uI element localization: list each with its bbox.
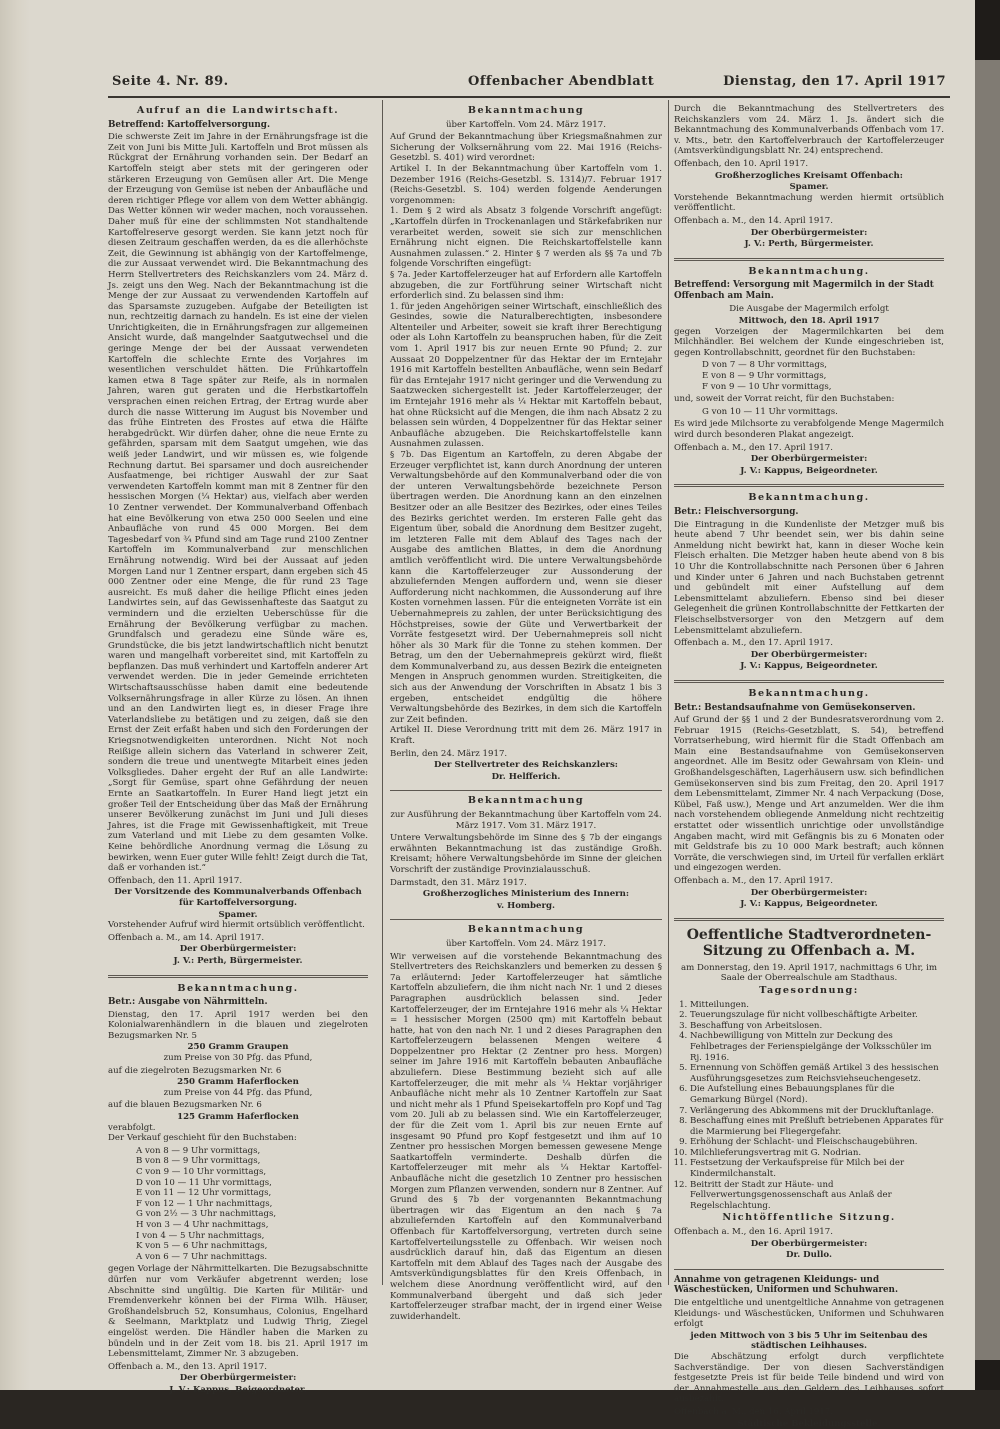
goods-amount: 250 Gramm Graupen bbox=[187, 1042, 289, 1053]
notice-signature: Dr. Helfferich. bbox=[491, 771, 561, 782]
notice-subtitle: zur Ausführung der Bekanntmachung über Kartoffeln vom 24. März 1917. Vom 31. März 1917. bbox=[390, 810, 662, 831]
notice-date: Offenbach a. M., am 14. April 1917. bbox=[108, 932, 265, 943]
notice-subject: Betr.: Ausgabe von Nährmitteln. bbox=[108, 997, 268, 1008]
section-divider bbox=[390, 919, 662, 920]
schedule-row: E von 8 — 9 Uhr vormittags, bbox=[702, 371, 827, 382]
notice-text: Der Verkauf geschieht für den Buchstaben: bbox=[108, 1133, 297, 1144]
notice-text: Auf Grund der §§ 1 und 2 der Bundesratsverordnung vom 2. Februar 1915 (Reichs-Gesetzblatt, S. 54), betreffend Vorratserhebung, wird hiermit für die Stadt Offenbach am Main eine Bestandsaufnahme von Gemüsekonserven angeordnet. Alle im Besitz oder Gewahrsam von Klein- und Großhandelsgeschäften, Lagerhäusern usw. sich befindlichen Gemüsekonserven sind bis zum Freitag, den 20. April 1917 dem Lebensmittelamt, Zimmer Nr. 4 nach Verpackung (Dose, Kübel, Faß usw.), Menge und Art anzumelden. Wer die ihm nach vorstehendem obliegende Anmeldung nicht rechtzeitig erstattet oder wissentlich unrichtige oder unvollständige Angaben macht, wird mit Gefängnis bis zu 6 Monaten oder mit Geldstrafe bis zu 10 000 Mark bestraft; auch können Vorräte, die verschwiegen sind, im Urteil für verfallen erklärt und eingezogen werden. bbox=[674, 715, 944, 874]
notice-date: Offenbach a. M., den 17. April 1917. bbox=[674, 638, 833, 649]
schedule-row: I von 4 — 5 Uhr nachmittags, bbox=[136, 1230, 265, 1241]
notice-text: Dienstag, den 17. April 1917 werden bei den Kolonialwarenhändlern in die blauen und ziegelroten Bezugsmarken Nr. 5 bbox=[108, 1009, 368, 1041]
notice-title: Aufruf an die Landwirtschaft. bbox=[136, 105, 340, 116]
page-binding bbox=[0, 0, 30, 1390]
notice-text: und, soweit der Vorrat reicht, für den Buchstaben: bbox=[674, 394, 895, 405]
agenda-item: 12. Beitritt der Stadt zur Häute- und Fellverwertungsgenossenschaft aus Anlaß der Regelschlachtung. bbox=[690, 1180, 944, 1212]
notice-title: Bekanntmachung. bbox=[748, 265, 870, 277]
agenda-list bbox=[674, 1000, 944, 1212]
notice-text: gegen Vorlage der Nährmittelkarten. Die Bezugsabschnitte dürfen nur vom Verkäufer abgetrennt werden; lose Abschnitte sind ungültig. Die Karten für Militär- und Fremdenverkehr können bei der Firma Wilh. Häuser, Großhandelsbruch 52, Konsumhaus, Colonius, Engelhard & Seelmann, Marktplatz und Ludwig Thrig, Ziegel eingelöst werden. Die Händler haben die Marken zu bündeln und in der Zeit vom 18. bis 21. April 1917 im Lebensmittelamt, Zimmer Nr. 3 abzugeben. bbox=[108, 1264, 368, 1360]
notice-text: Die Abschätzung erfolgt durch verpflichtete Sachverständige. Der von diesen Sachverständigen festgesetzte Preis ist für beide Teile bindend und wird von der Annahmestelle aus den Geldern des Leihhauses sofort ausbezahlt. bbox=[674, 1351, 944, 1405]
notice-text: auf die ziegelroten Bezugsmarken Nr. 6 bbox=[108, 1065, 282, 1076]
notice-date: Offenbach a. M., den 17. April 1917. bbox=[674, 442, 833, 453]
adjacent-page bbox=[975, 60, 1000, 1360]
notice-signatory: Der Oberbürgermeister: bbox=[179, 1373, 297, 1384]
notice-text: Untere Verwaltungsbehörde im Sinne des § 7b der eingangs erwähnten Bekanntmachung ist das zuständige Großh. Kreisamt; höhere Verwaltungsbehörde im Sinne der gleichen Vorschrift der zuständige Provinzialausschuß. bbox=[390, 833, 662, 875]
section-divider bbox=[674, 1269, 944, 1270]
magermilch-notice bbox=[674, 267, 944, 477]
agenda-item: 2. Teuerungszulage für nicht vollbeschäftigte Arbeiter. bbox=[690, 1010, 944, 1021]
notice-title: Bekanntmachung bbox=[467, 105, 585, 116]
page-number: Seite 4. Nr. 89. bbox=[112, 74, 229, 89]
column-2 bbox=[390, 104, 662, 1322]
schedule-row: B von 8 — 9 Uhr vormittags, bbox=[136, 1156, 261, 1167]
notice-date: Berlin, den 24. März 1917. bbox=[390, 748, 508, 759]
notice-subtitle: über Kartoffeln. Vom 24. März 1917. bbox=[446, 119, 606, 130]
page-header bbox=[108, 70, 950, 98]
notice-text: Es wird jede Milchsorte zu verabfolgende Menge Magermilch wird durch besonderen Plakat angezeigt. bbox=[674, 419, 944, 441]
schedule-row: G von 2½ — 3 Uhr nachmittags, bbox=[136, 1209, 277, 1220]
notice-signature: v. Homberg. bbox=[496, 900, 556, 911]
notice-text: Die entgeltliche und unentgeltliche Annahme von getragenen Kleidungs- und Wäschestücken, Uniformen und Schuhwaren erfolgt bbox=[674, 1298, 944, 1330]
schedule-row: A von 8 — 9 Uhr vormittags, bbox=[136, 1145, 261, 1156]
section-divider bbox=[674, 484, 944, 487]
notice-signatory: Der Stellvertreter des Reichskanzlers: bbox=[434, 760, 618, 771]
notice-signature: J. V.: Kappus, Beigeordneter. bbox=[740, 661, 878, 672]
aufruf-notice bbox=[108, 106, 368, 967]
notice-signatory: Der Oberbürgermeister: bbox=[750, 649, 868, 660]
notice-text: jeden Mittwoch von 3 bis 5 Uhr im Seitenbau des städtischen Leihhauses. bbox=[690, 1330, 928, 1352]
sales-schedule bbox=[674, 407, 944, 418]
goods-price: zum Preise von 30 Pfg. das Pfund, bbox=[163, 1053, 313, 1064]
agenda-heading: Tagesordnung: bbox=[759, 984, 859, 996]
kartoffel-verordnung bbox=[390, 106, 662, 782]
schedule-row: F von 12 — 1 Uhr nachmittags, bbox=[136, 1198, 273, 1209]
notice-text: Die Eintragung in die Kundenliste der Metzger muß bis heute abend 7 Uhr beendet sein, wer bis dahin seine Anmeldung nicht bewirkt hat, kann in dieser Woche kein Fleisch erhalten. Die Metzger haben heute abend von 8 bis 10 Uhr die Kontrollabschnitte nach Personen über 6 Jahren und Kinder unter 6 Jahren und nach Buchstaben getrennt und gebündelt mit einer Aufstellung auf dem Lebensmittelamt abzuliefern. Ebenso sind bei dieser Gelegenheit die grünen Kontrollabschnitte der Fettkarten der Fleischselbstversorger von den Metzgern auf dem Lebensmittelamt abzuliefern. bbox=[674, 519, 944, 636]
schedule-row: H von 3 — 4 Uhr nachmittags, bbox=[136, 1219, 269, 1230]
sales-schedule bbox=[108, 1146, 368, 1263]
notice-signature: J. V.: Kappus, Beigeordneter. bbox=[169, 1384, 307, 1395]
notice-signature: Städtische Bekleidungsstelle. bbox=[737, 1418, 881, 1429]
distribution-date: Mittwoch, den 18. April 1917 bbox=[738, 316, 880, 327]
notice-title: Bekanntmachung. bbox=[748, 492, 870, 504]
newspaper-title: Offenbacher Abendblatt bbox=[468, 74, 655, 89]
notice-signatory: Der Oberbürgermeister: bbox=[750, 454, 868, 465]
notice-date: Offenbach a. M., den 16. April 1917. bbox=[674, 1227, 833, 1238]
notice-subject: Annahme von getragenen Kleidungs- und Wäschestücken, Uniformen und Schuhwaren. bbox=[674, 1274, 899, 1296]
notice-signature: Spamer. bbox=[218, 909, 258, 920]
adjacent-page-edge bbox=[975, 0, 1000, 1390]
schedule-row: E von 11 — 12 Uhr vormittags, bbox=[136, 1188, 272, 1199]
notice-text: § 7a. Jeder Kartoffelerzeuger hat auf Erfordern alle Kartoffeln abzugeben, die zur Fortführung seiner Wirtschaft nicht erforderlich sind. Zu belassen sind ihm: bbox=[390, 269, 662, 302]
schedule-row: A von 6 — 7 Uhr nachmittags. bbox=[136, 1251, 268, 1262]
agenda-item: 4. Nachbewilligung von Mitteln zur Deckung des Fehlbetrages der Ferienspielgänge der Volksschüler im Rj. 1916. bbox=[690, 1031, 944, 1063]
section-divider bbox=[390, 790, 662, 791]
notice-text: Auf Grund der Bekanntmachung über Kriegsmaßnahmen zur Sicherung der Volksernährung vom 22. Mai 1916 (Reichs-Gesetzbl. S. 401) wird verordnet: bbox=[390, 132, 662, 164]
notice-signature: J. V.: Kappus, Beigeordneter. bbox=[740, 465, 878, 476]
notice-text: Artikel II. Diese Verordnung tritt mit dem 26. März 1917 in Kraft. bbox=[390, 725, 662, 747]
ausfuehrung-notice bbox=[390, 796, 662, 911]
notice-note: Vorstehender Aufruf wird hiermit ortsüblich veröffentlicht. bbox=[108, 920, 365, 931]
notice-signatory: Der Oberbürgermeister: bbox=[750, 227, 868, 238]
notice-text: auf die blauen Bezugsmarken Nr. 6 bbox=[108, 1100, 262, 1111]
notice-text: 1. für jeden Angehörigen seiner Wirtschaft, einschließlich des Gesindes, sowie die Naturalberechtigten, insbesondere Altenteiler und Arbeiter, soweit sie kraft ihrer Berechtigung oder als Lohn Kartoffeln zu beanspruchen haben, für die Zeit vom 1. April 1917 bis zur neuen Ernte 90 Pfund; 2. zur Aussaat 20 Doppelzentner für das Hektar der im Erntejahr 1916 mit Kartoffeln bestellten Anbaufläche, wenn sein Bedarf für das Erntejahr 1917 nicht geringer und die Verwendung zu Saatzwecken sichergestellt ist. Jeder Kartoffelerzeuger, der im Erntejahr 1916 mehr als ¼ Hektar mit Kartoffeln bebaut, hat ohne Rücksicht auf die Mengen, die ihm nach Absatz 2 zu belassen sein würden, 4 Doppelzentner für das Hektar seiner Anbaufläche abzugeben. Die Reichskartoffelstelle kann Ausnahmen zulassen. bbox=[390, 301, 662, 450]
naehrmittel-notice bbox=[108, 984, 368, 1396]
notice-date: Offenbach, den 10. April 1917. bbox=[674, 158, 809, 169]
notice-title: Bekanntmachung bbox=[467, 924, 585, 936]
notice-subject: Betr.: Bestandsaufnahme von Gemüsekonserven. bbox=[674, 702, 916, 713]
notice-date: Offenbach a. M., den 17. April 1917. bbox=[674, 876, 833, 886]
schedule-row: F von 9 — 10 Uhr vormittags, bbox=[702, 381, 832, 392]
notice-text: Artikel I. In der Bekanntmachung über Kartoffeln vom 1. Dezember 1916 (Reichs-Gesetzbl. S. 1314)/7. Februar 1917 (Reichs-Gesetzbl. S. 104) werden folgende Aenderungen vorgenommen: bbox=[390, 163, 662, 206]
notice-text: verabfolgt. bbox=[108, 1122, 156, 1133]
agenda-item: 1. Mitteilungen. bbox=[690, 1000, 944, 1011]
notice-text: gegen Vorzeigen der Magermilchkarten bei dem Milchhändler. Bei welchem der Kunde eingeschrieben ist, gegen Kontrollabschnitt, geordnet für den Buchstaben: bbox=[674, 326, 944, 358]
agenda-item: 11. Festsetzung der Verkaufspreise für Milch bei der Kindermilchanstalt. bbox=[690, 1158, 944, 1179]
notice-signatory: Der Vorsitzende des Kommunalverbands Offenbach für Kartoffelversorgung. bbox=[114, 887, 362, 908]
agenda-item: 8. Beschaffung eines mit Preßluft betriebenen Apparates für die Marmierung bei Fliegergefahr. bbox=[690, 1116, 944, 1137]
column-rule bbox=[668, 100, 669, 1285]
schedule-row: C von 9 — 10 Uhr vormittags, bbox=[136, 1167, 267, 1177]
notice-subject: Betreffend: Versorgung mit Magermilch in der Stadt Offenbach am Main. bbox=[674, 280, 934, 301]
fleisch-notice bbox=[674, 493, 944, 672]
notice-text: Durch die Bekanntmachung des Stellvertreters des Reichskanzlers vom 24. März 1. Js. ändert sich die Bekanntmachung des Kommunalverbands Offenbach vom 17. v. Mts., betr. den Kartoffelverbrauch der Kartoffelerzeuger (Amtsverkündigungsblatt Nr. 24) entsprechend. bbox=[674, 104, 944, 157]
section-divider bbox=[674, 918, 944, 921]
agenda-heading: Nichtöffentliche Sitzung. bbox=[722, 1212, 896, 1224]
section-divider bbox=[674, 680, 944, 683]
notice-signatory: Der Oberbürgermeister: bbox=[750, 1238, 868, 1249]
notice-signature: Dr. Dullo. bbox=[786, 1250, 832, 1261]
notice-signatory: Großherzogliches Ministerium des Innern: bbox=[422, 889, 630, 900]
column-3 bbox=[674, 104, 944, 1429]
agenda-item: 7. Verlängerung des Abkommens mit der Druckluftanlage. bbox=[690, 1106, 944, 1117]
notice-text: 1. Dem § 2 wird als Absatz 3 folgende Vorschrift angefügt: „Kartoffeln dürfen in Trockenanlagen und Stärkefabriken nur verarbeitet werden, soweit sie sich zur menschlichen Ernährung nicht eignen. Die Reichskartoffelstelle kann Ausnahmen zulassen.“ 2. Hinter § 7 werden als §§ 7a und 7b folgende Vorschriften eingefügt: bbox=[390, 206, 662, 270]
notice-title: Oeffentliche Stadtverordneten-Sitzung zu Offenbach a. M. bbox=[686, 926, 932, 959]
gemuesekonserven-notice bbox=[674, 689, 944, 910]
kartoffel-erlaeuterung bbox=[390, 925, 662, 1322]
notice-date: Offenbach, den 11. April 1917. bbox=[108, 875, 243, 886]
notice-text: Wir verweisen auf die vorstehende Bekanntmachung des Stellvertreters des Reichskanzlers und bemerken zu dessen § 7a erläuternd: Jeder Kartoffelerzeuger hat sämtliche Kartoffeln abzuliefern, die ihm nicht nach Nr. 1 und 2 dieses Paragraphen ausdrücklich belassen sind. Jeder Kartoffelerzeuger, der im Erntejahre 1916 mehr als ¼ Hektar = 1 hessischer Morgen (2500 qm) mit Kartoffeln bebaut hatte, hat von den nach Nr. 1 und 2 dieses Paragraphen den Kartoffelerzeugern belassenen Mengen weitere 4 Doppelzentner pro Hektar (2 Zentner pro hess. Morgen) seiner im Jahre 1916 mit Kartoffeln bebauten Anbaufläche abzuliefern. Diese Bestimmung bezieht sich auf alle Kartoffelerzeuger, die mit mehr als ¼ Hektar vorjähriger Anbaufläche nicht mehr als 10 Zentner Kartoffeln zur Saat und nicht mehr als 1 Pfund Speisekartoffeln pro Kopf und Tag vom 20. Juli ab zu belassen sind. Wie ein Kartoffelerzeuger, der für die Zeit vom 1. April bis zur neuen Ernte auf insgesamt 90 Pfund pro Kopf festgesetzt und ihm auf 10 Zentner pro hessischen Morgen bemessen gewesene Menge Saatkartoffeln verminderte. Deshalb dürfen die Kartoffelerzeuger mit mehr als ¼ Hektar Kartoffel-Anbaufläche nicht die gesetzlich 10 Zentner pro hessischen Morgen zum Pflanzen verwenden, sondern nur 8 Zentner. Auf Grund des § 7b der vorgenannten Bekanntmachung übertragen wir das Eigentum an den nach § 7a abzuliefernden Kartoffeln auf den Kommunalverband Offenbach für Kartoffelversorgung, vertreten durch seine Kartoffelverteilungsstelle zu Offenbach. Wir weisen noch ausdrücklich darauf hin, daß das Eigentum an diesen Kartoffeln mit dem Ablauf des Tages nach der Ausgabe des Amtsverkündigungsblattes für den Kreis Offenbach, in welchem diese Anordnung veröffentlicht wird, auf den Kommunalverband übergeht und daß sich jeder Kartoffelerzeuger strafbar macht, der in irgend einer Weise zuwiderhandelt. bbox=[390, 951, 662, 1322]
schedule-row: D von 7 — 8 Uhr vormittags, bbox=[702, 360, 827, 371]
notice-signature: J. V.: Perth, Bürgermeister. bbox=[744, 239, 874, 250]
notice-text: Die Ausgabe der Magermilch erfolgt bbox=[729, 303, 889, 314]
agenda-item: 5. Ernennung von Schöffen gemäß Artikel 3 des hessischen Ausführungsgesetzes zum Reichsviehseuchengesetz. bbox=[690, 1063, 944, 1084]
goods-price: zum Preise von 44 Pfg. das Pfund, bbox=[163, 1087, 313, 1098]
notice-signatory: Großherzogliches Kreisamt Offenbach: bbox=[715, 170, 903, 181]
notice-subject: Betr.: Fleischversorgung. bbox=[674, 507, 799, 517]
notice-text: § 7b. Das Eigentum an Kartoffeln, zu deren Abgabe der Erzeuger verpflichtet ist, kann durch Anordnung der unteren Verwaltungsbehörde auf den Kommunalverband oder die von der unteren Verwaltungsbehörde bezeichnete Person übertragen werden. Die Anordnung kann an den einzelnen Besitzer oder an alle Besitzer des Bezirkes, oder eines Teiles des Bezirks gerichtet werden. Im ersteren Falle geht das Eigentum über, sobald die Anordnung dem Besitzer zugeht, im letzteren Falle mit dem Ablauf des Tages nach der Ausgabe des amtlichen Blattes, in dem die Anordnung amtlich veröffentlicht wird. Die untere Verwaltungsbehörde kann die Kartoffelerzeuger zur Aussonderung der abzuliefernden Mengen auffordern und, wenn sie dieser Aufforderung nicht nachkommen, die Aussonderung auf ihre Kosten vornehmen lassen. Für die enteigneten Vorräte ist ein Uebernahmepreis zu zahlen, der unter Berücksichtigung des Höchstpreises, sowie der Güte und Verwertbarkeit der Vorräte festgesetzt wird. Der Uebernahmepreis soll nicht höher als 30 Mark für die Tonne zu stehen kommen. Der Betrag, um den der Uebernahmepreis gekürzt wird, fließt dem Kommunalverband zu, aus dessen Bezirk die enteigneten Mengen in Anspruch genommen wurden. Streitigkeiten, die sich aus der Anwendung der Vorschriften in Absatz 1 bis 3 ergeben, entscheidet endgültig die höhere Verwaltungsbehörde des Bezirkes, in dem sich die Kartoffeln zur Zeit befinden. bbox=[390, 450, 662, 725]
agenda-item: 3. Beschaffung von Arbeitslosen. bbox=[690, 1021, 944, 1032]
notice-date: Offenbach a. M., den 16. April 1917. bbox=[674, 1406, 833, 1417]
notice-signature: Spamer. bbox=[789, 182, 829, 193]
section-divider bbox=[674, 258, 944, 261]
goods-amount: 125 Gramm Haferflocken bbox=[177, 1112, 299, 1123]
notice-title: Bekanntmachung bbox=[467, 795, 585, 807]
goods-amount: 250 Gramm Haferflocken bbox=[177, 1077, 299, 1088]
notice-text: Die schwerste Zeit im Jahre in der Ernährungsfrage ist die Zeit von Juni bis Mitte Juli. Kartoffeln und Brot müssen als Rückgrat der Ernährung vorhanden sein. Der Bedarf an Kartoffeln steigt aber stets mit der geringeren oder stärkeren Erzeugung von Gemüsen aller Art. Die Menge der Erzeugung von Gemüse ist neben der Anbaufläche und deren richtiger Pflege vor allem von dem Wetter abhängig. Das Wetter können wir weder machen, noch voraussehen. Daher muß für eine der schlimmsten Not standhaltende Kartoffelreserve gesorgt werden. Sie kann jetzt noch für diesen Zeitraum geschaffen werden, da es die allerhöchste Zeit, die Gewinnung ist abhängig von der Kartoffelmenge, die zur Aussaat verwendet wird. Die Bekanntmachung des Herrn Stellvertreters des Reichskanzlers vom 24. März d. Js. zeigt uns den Weg. Nach der Bekanntmachung ist die Menge der zur Aussaat zu verwendenden Kartoffeln auf das Sparsamste zuzugeben. Aufgabe der Beteiligten ist nun, rechtzeitig darnach zu handeln. Es ist eine der vielen Unrichtigkeiten, die in Ernährungsfragen zur allgemeinen Ansicht wurde, daß mangelnder Saatgutwechsel und die geringe Menge der bei der Aussaat verwendeten Kartoffeln die schlechte Ernte des Vorjahres im wesentlichen verschuldet hätten. Die Frühkartoffeln kamen etwa 8 Tage später zur Reife, als in normalen Jahren, waren gut geraten und die Herbstkartoffeln versprachen einen reichen Ertrag, der Ertrag wurde aber durch die nasse Witterung im August bis November und das frühe Eintreten des Frostes auf etwa die Hälfte herabgedrückt. Wir dürfen daher, ohne die neue Ernte zu gefährden, sparsam mit dem Saatgut umgehen, wie das weiß jeder Landwirt, und wir müssen es, wie folgende Rechnung dartut. Bei sparsamer und doch ausreichender Ausfaatmenge, bei richtiger Auswahl der zur Saat verwendeten Kartoffeln kommt man mit 8 Zentner für den hessischen Morgen (¼ Hektar) aus, vielfach aber werden 10 Zentner verwendet. Der Kommunalverband Offenbach hat eine Bevölkerung von etwa 250 000 Seelen und eine Anbaufläche von rund 45 000 Morgen. Bei dem Tagesbedarf von ¾ Pfund sind am Tage rund 2100 Zentner Kartoffeln im Kommunalverband zur menschlichen Ernährung notwendig. Wird bei der Aussaat auf jeden Morgen Land nur 1 Zentner erspart, dann ergeben sich 45 000 Zentner oder eine Menge, die für rund 23 Tage ausreicht. Es muß daher die heilige Pflicht eines jeden Landwirtes sein, auf das Gewissenhafteste das Saatgut zu vermindern und die erzielten Ueberschüsse für die Ernährung der Bevölkerung verfügbar zu machen. Grundfalsch und geradezu eine Sünde wäre es, Grundstücke, die bis jetzt landwirtschaftlich nicht benutzt waren und mangelhaft vorbereitet sind, mit Kartoffeln zu bepflanzen. Das muß verhindert und Kartoffeln anderer Art verwendet werden. Die in jeder Gemeinde errichteten Wirtschaftsausschüsse haben damit eine bedeutende Volksernährungsfrage in aller Kürze zu lösen. An ihnen und an den Landwirten liegt es, in dieser Frage ihre Vaterlandsliebe zu betätigen und zu zeigen, daß sie den Ernst der Zeit erfaßt haben und sich den Forderungen der Kriegsnotwendigkeiten unterordnen. Nicht Not noch Reißige allein sichern das Vaterland in schwerer Zeit, sondern die treue und unentwegte Mitarbeit eines jeden Volksgliedes. Daher ergeht der Ruf an alle Landwirte: „Sorgt für Gemüse, spart ohne Gefährdung der neuen Ernte an Saatkartoffeln. In Eurer Hand liegt jetzt ein großer Teil der Entscheidung über das Maß der Ernährung unserer Bevölkerung zunächst im Juni und Juli dieses Jahres, ist die Frage mit Gewissenhaftigkeit, mit Treue zum Vaterland und mit Liebe zu dem gesamten Volke. Keine behördliche Anordnung vermag die Lösung zu bewirken, wenn Euer guter Wille fehlt! Zeigt durch die Tat, daß er vorhanden ist.“ bbox=[108, 132, 368, 874]
agenda-item: 6. Die Aufstellung eines Bebauungsplanes für die Gemarkung Bürgel (Nord). bbox=[690, 1084, 944, 1105]
notice-date: Offenbach a. M., den 13. April 1917. bbox=[108, 1361, 267, 1372]
notice-signatory: Der Oberbürgermeister: bbox=[179, 944, 297, 955]
notice-note: Vorstehende Bekanntmachung werden hiermit ortsüblich veröffentlicht. bbox=[674, 192, 944, 214]
notice-signatory: Der Oberbürgermeister: bbox=[750, 887, 868, 898]
column-1 bbox=[108, 104, 368, 1395]
agenda-item: 9. Erhöhung der Schlacht- und Fleischschaugebühren. bbox=[690, 1137, 944, 1148]
notice-signature: J. V.: Perth, Bürgermeister. bbox=[173, 955, 303, 966]
schedule-row: G von 10 — 11 Uhr vormittags. bbox=[702, 406, 838, 417]
sitzung-notice bbox=[674, 927, 944, 1261]
sales-schedule bbox=[674, 360, 944, 392]
kleider-notice bbox=[674, 1275, 944, 1429]
kreisamt-notice bbox=[674, 104, 944, 250]
notice-date: Darmstadt, den 31. März 1917. bbox=[390, 877, 527, 888]
notice-subtitle: über Kartoffeln. Vom 24. März 1917. bbox=[446, 938, 606, 949]
schedule-row: K von 5 — 6 Uhr nachmittags, bbox=[136, 1241, 268, 1252]
section-divider bbox=[108, 975, 368, 978]
notice-title: Bekanntmachung. bbox=[748, 687, 870, 699]
issue-date: Dienstag, den 17. April 1917 bbox=[723, 74, 946, 89]
notice-subtitle: am Donnerstag, den 19. April 1917, nachmittags 6 Uhr, im Saale der Oberrealschule am Stadthaus. bbox=[681, 962, 937, 984]
agenda-item: 10. Milchlieferungsvertrag mit G. Nodrian. bbox=[690, 1148, 944, 1159]
column-rule bbox=[382, 100, 383, 1285]
notice-signature: J. V.: Kappus, Beigeordneter. bbox=[740, 899, 878, 910]
notice-date: Offenbach a. M., den 14. April 1917. bbox=[674, 215, 833, 226]
notice-subject: Betreffend: Kartoffelversorgung. bbox=[108, 119, 271, 130]
notice-title: Bekanntmachung. bbox=[177, 982, 299, 994]
schedule-row: D von 10 — 11 Uhr vormittags, bbox=[136, 1177, 272, 1188]
